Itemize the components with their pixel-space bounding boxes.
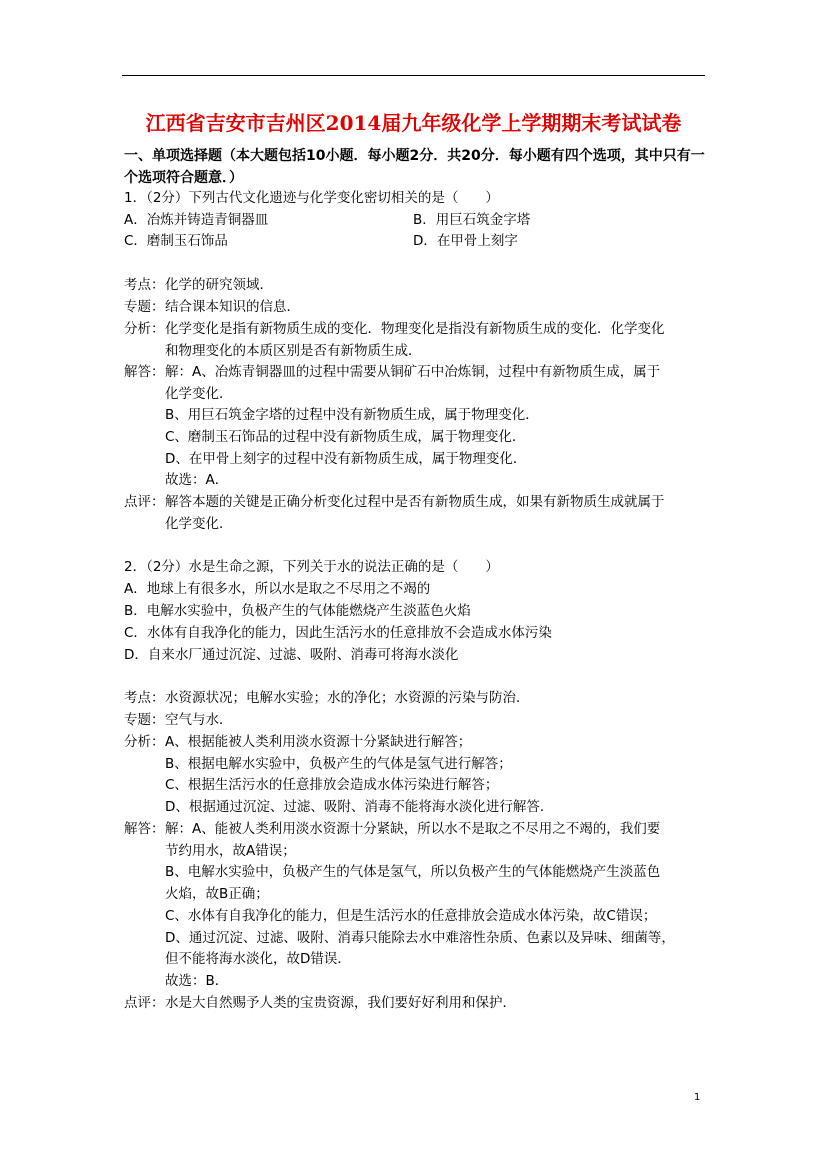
q1-option-d: D．在甲骨上刻字: [413, 233, 518, 249]
q2-option-d: D．自来水厂通过沉淀、过滤、吸附、消毒可将海水淡化: [124, 647, 459, 663]
q2-jieda-line: B、电解水实验中，负极产生的气体是氢气，所以负极产生的气体能燃烧产生淡蓝色: [165, 864, 661, 880]
q2-kaodian: 水资源状况；电解水实验；水的净化；水资源的污染与防治．: [165, 690, 530, 706]
page-number: 1: [694, 1092, 701, 1103]
q2-dianping-line: 水是大自然赐予人类的宝贵资源，我们要好好利用和保护．: [165, 995, 516, 1011]
q1-zhuanti: 结合课本知识的信息．: [165, 299, 300, 315]
q2-jieda-label: 解答：: [124, 821, 165, 837]
q2-jieda-line: 但不能将海水淡化，故D错误．: [165, 951, 351, 967]
q1-fenxi-line: 和物理变化的本质区别是否有新物质生成．: [165, 343, 422, 359]
q2-jieda-line: D、通过沉淀、过滤、吸附、消毒只能除去水中难溶性杂质、色素以及异味、细菌等，: [165, 930, 675, 946]
q2-fenxi-line: C、根据生活污水的任意排放会造成水体污染进行解答；: [165, 777, 499, 793]
q2-jieda-line: 故选：B．: [165, 973, 229, 989]
q2-kaodian-label: 考点：: [124, 690, 165, 706]
q2-fenxi-line: D、根据通过沉淀、过滤、吸附、消毒不能将海水淡化进行解答．: [165, 799, 554, 815]
section-heading: 一、单项选择题（本大题包括10小题．每小题2分．共20分．每小题有四个选项，其中只有一个选项符合题意．）: [124, 148, 705, 186]
q1-jieda-label: 解答：: [124, 364, 165, 380]
q1-option-b: B．用巨石筑金字塔: [413, 212, 531, 228]
q2-jieda-line: 解：A、能被人类利用淡水资源十分紧缺，所以水不是取之不尽用之不竭的，我们要: [165, 821, 661, 837]
q2-jieda-line: C、水体有自我净化的能力，但是生活污水的任意排放会造成水体污染，故C错误；: [165, 908, 657, 924]
q1-dianping-line: 化学变化．: [165, 516, 233, 532]
q2-option-a: A．地球上有很多水，所以水是取之不尽用之不竭的: [124, 581, 431, 597]
q1-jieda-line: 化学变化．: [165, 386, 233, 402]
q1-jieda-line: 故选：A．: [165, 472, 229, 488]
q1-fenxi-label: 分析：: [124, 321, 165, 337]
document-title: 江西省吉安市吉州区2014届九年级化学上学期期末考试试卷: [145, 111, 682, 135]
q2-fenxi-line: B、根据电解水实验中，负极产生的气体是氢气进行解答；: [165, 756, 512, 772]
q1-stem: 1．（2分）下列古代文化遗迹与化学变化密切相关的是（ ）: [124, 190, 499, 206]
q2-option-c: C．水体有自我净化的能力，因此生活污水的任意排放不会造成水体污染: [124, 625, 552, 641]
q2-zhuanti-label: 专题：: [124, 712, 165, 728]
q2-dianping-label: 点评：: [124, 995, 165, 1011]
q1-fenxi-line: 化学变化是指有新物质生成的变化．物理变化是指没有新物质生成的变化．化学变化: [165, 321, 665, 337]
q2-jieda-line: 火焰，故B正确；: [165, 886, 269, 902]
header-rule: [122, 75, 705, 76]
q2-fenxi-line: A、根据能被人类利用淡水资源十分紧缺进行解答；: [165, 734, 472, 750]
q2-jieda-line: 节约用水，故A错误；: [165, 843, 296, 859]
q2-zhuanti: 空气与水．: [165, 712, 233, 728]
q2-fenxi-label: 分析：: [124, 734, 165, 750]
q1-jieda-line: 解：A、冶炼青铜器皿的过程中需要从铜矿石中冶炼铜，过程中有新物质生成，属于: [165, 364, 661, 380]
q1-kaodian-label: 考点：: [124, 277, 165, 293]
q1-option-c: C．磨制玉石饰品: [124, 233, 228, 249]
q1-jieda-line: C、磨制玉石饰品的过程中没有新物质生成，属于物理变化．: [165, 429, 526, 445]
q1-dianping-line: 解答本题的关键是正确分析变化过程中是否有新物质生成，如果有新物质生成就属于: [165, 494, 665, 510]
q2-stem: 2．（2分）水是生命之源，下列关于水的说法正确的是（ ）: [124, 559, 499, 575]
q1-dianping-label: 点评：: [124, 494, 165, 510]
q1-kaodian: 化学的研究领域．: [165, 277, 273, 293]
q1-jieda-line: B、用巨石筑金字塔的过程中没有新物质生成，属于物理变化．: [165, 407, 539, 423]
q1-zhuanti-label: 专题：: [124, 299, 165, 315]
q1-jieda-line: D、在甲骨上刻字的过程中没有新物质生成，属于物理变化．: [165, 451, 527, 467]
q2-option-b: B．电解水实验中，负极产生的气体能燃烧产生淡蓝色火焰: [124, 603, 471, 619]
q1-option-a: A．冶炼并铸造青铜器皿: [124, 212, 269, 228]
